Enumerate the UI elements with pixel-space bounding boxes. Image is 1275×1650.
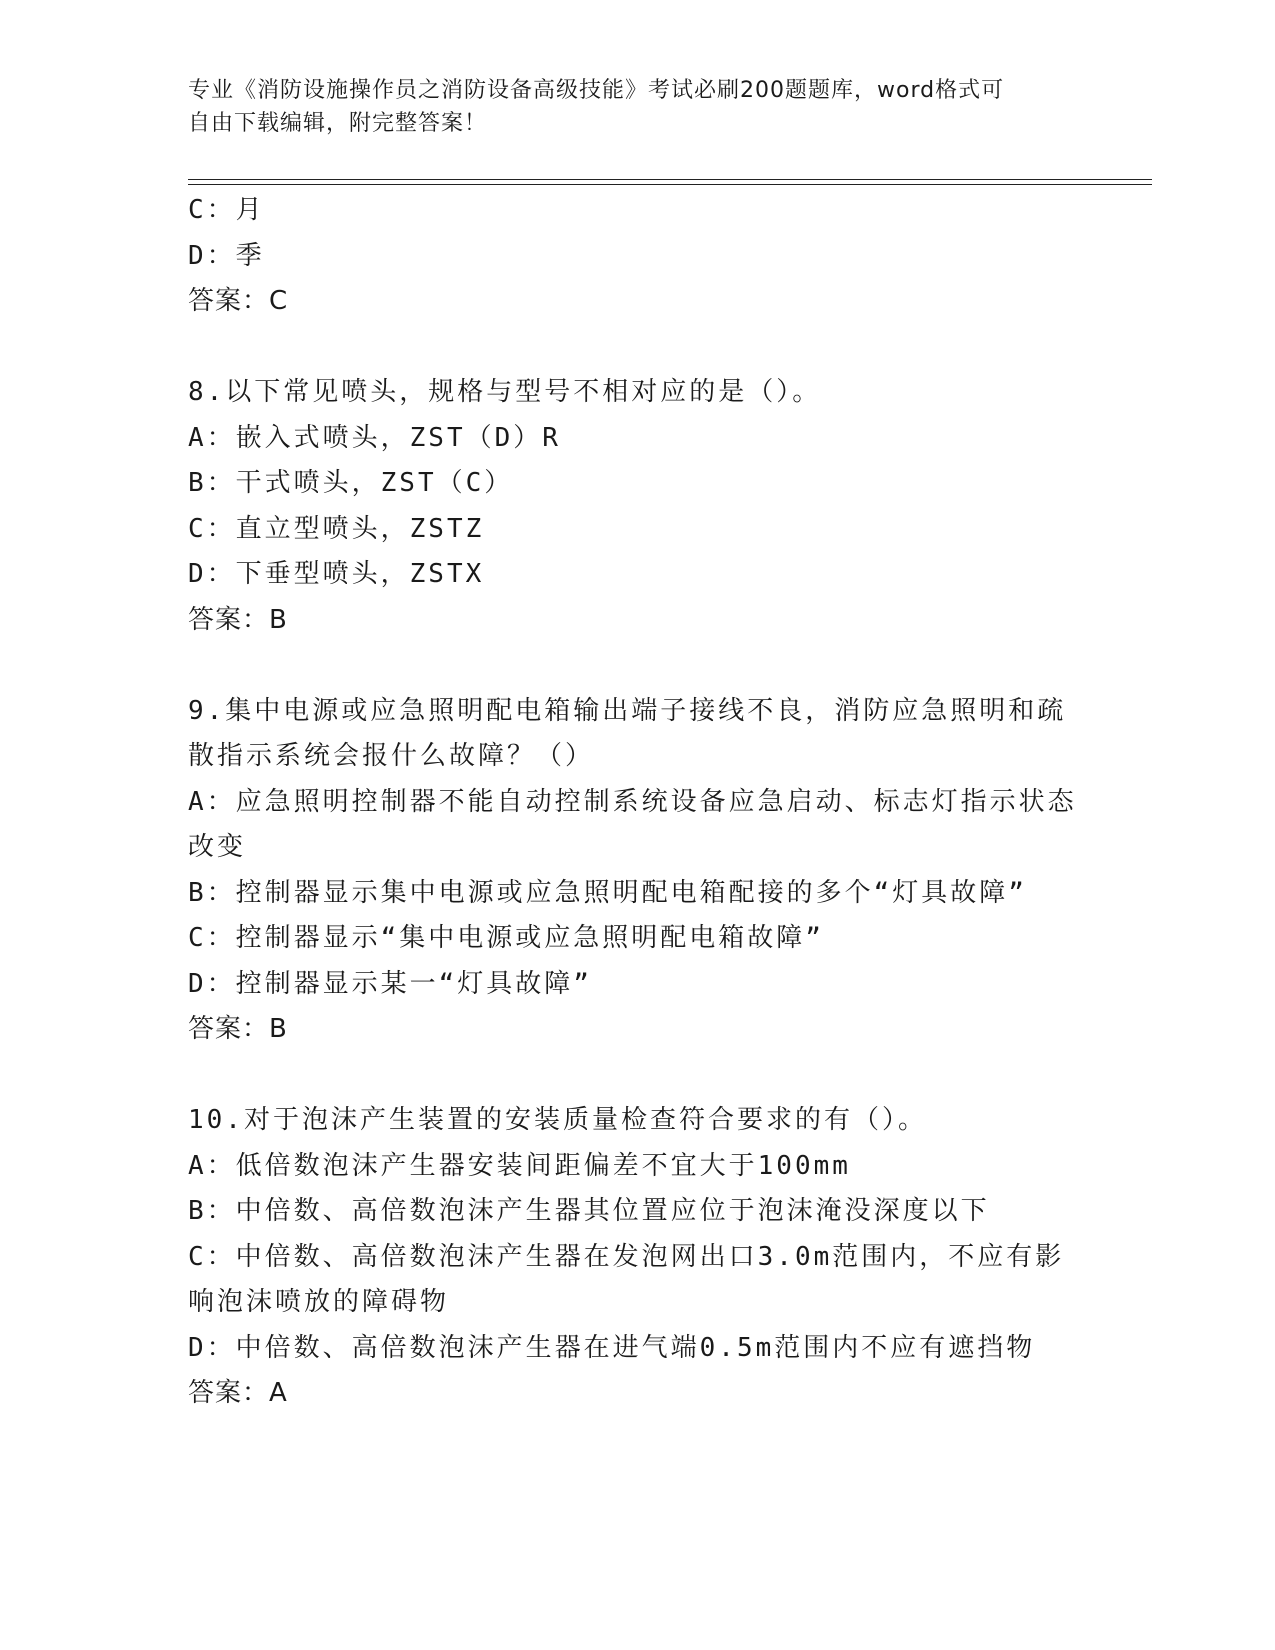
q10-option-b: B：中倍数、高倍数泡沫产生器其位置应位于泡沫淹没深度以下 [188,1196,990,1226]
q8-answer: 答案：B [188,604,288,635]
q8-option-b: B：干式喷头，ZST（C） [188,468,514,498]
q8-option-a: A：嵌入式喷头，ZST（D）R [188,422,561,453]
q10-option-a: A：低倍数泡沫产生器安装间距偏差不宜大于100mm [188,1150,851,1181]
q9-question-line-2: 散指示系统会报什么故障？（） [188,741,595,771]
q10-answer: 答案：A [188,1378,288,1408]
spacer [188,325,1088,371]
question-list [188,188,1088,1417]
spacer [188,1053,1088,1099]
header-line-1: 专业《消防设施操作员之消防设备高级技能》考试必刷200题题库，word格式可 [188,78,1005,103]
document-header [188,74,1088,140]
q10-option-c-line-1: C：中倍数、高倍数泡沫产生器在发泡网出口3.0m范围内，不应有影 [188,1241,1065,1272]
q9-option-c: C：控制器显示“集中电源或应急照明配电箱故障” [188,923,824,953]
q9-option-d: D：控制器显示某一“灯具故障” [188,968,592,999]
spacer [188,643,1088,689]
q10-option-c-line-2: 响泡沫喷放的障碍物 [188,1287,450,1317]
q10-question: 10.对于泡沫产生装置的安装质量检查符合要求的有（）。 [188,1105,927,1135]
header-divider-bottom [188,184,1152,185]
q7-option-c: C：月 [188,195,265,225]
q7-answer: 答案：C [188,286,289,316]
q9-answer: 答案：B [188,1014,288,1044]
q8-question: 8.以下常见喷头，规格与型号不相对应的是（）。 [188,377,822,407]
q9-option-b: B：控制器显示集中电源或应急照明配电箱配接的多个“灯具故障” [188,877,1027,908]
q9-option-a-line-1: A：应急照明控制器不能自动控制系统设备应急启动、标志灯指示状态 [188,786,1077,817]
header-divider-top [188,179,1152,180]
q9-question-line-1: 9.集中电源或应急照明配电箱输出端子接线不良，消防应急照明和疏 [188,695,1067,726]
q8-option-d: D：下垂型喷头，ZSTX [188,559,485,589]
q9-option-a-line-2: 改变 [188,832,247,862]
q10-option-d: D：中倍数、高倍数泡沫产生器在进气端0.5m范围内不应有遮挡物 [188,1332,1036,1363]
q8-option-c: C：直立型喷头，ZSTZ [188,513,485,544]
q7-option-d: D：季 [188,240,265,271]
header-line-2: 自由下载编辑，附完整答案！ [188,111,488,136]
